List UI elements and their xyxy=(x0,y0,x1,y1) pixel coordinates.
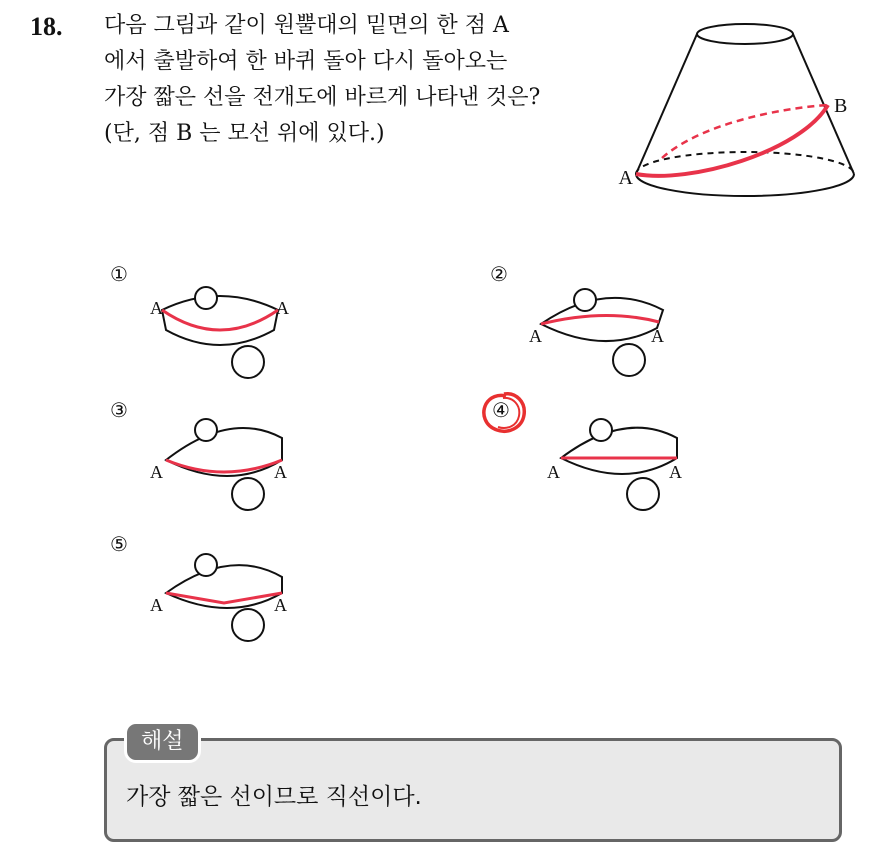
option-1-label-left: A xyxy=(150,298,163,318)
option-1-label-right: A xyxy=(276,298,289,318)
option-1-number: ① xyxy=(110,262,128,286)
option-4-number: ④ xyxy=(492,398,510,422)
question-text xyxy=(104,8,624,152)
option-3-net[interactable] xyxy=(150,410,310,520)
question-line: 가장 짧은 선을 전개도에 바르게 나타낸 것은? xyxy=(104,85,541,110)
option-2-net[interactable] xyxy=(525,280,685,385)
question-line: 다음 그림과 같이 원뿔대의 밑면의 한 점 A xyxy=(104,13,509,38)
figure-label-b: B xyxy=(834,95,848,117)
frustum-figure xyxy=(618,12,860,202)
option-4-label-right: A xyxy=(669,462,682,482)
question-line: (단, 점 B 는 모선 위에 있다.) xyxy=(104,121,385,146)
option-2-label-left: A xyxy=(529,326,542,346)
option-3-number: ③ xyxy=(110,398,128,422)
question-line: 에서 출발하여 한 바퀴 돌아 다시 돌아오는 xyxy=(104,49,508,74)
frustum-top-ellipse xyxy=(697,24,793,44)
option-2-number: ② xyxy=(490,262,508,286)
option-4-label-left: A xyxy=(547,462,560,482)
option-5-label-left: A xyxy=(150,595,163,615)
option-5-net[interactable] xyxy=(150,545,310,655)
option-1-net[interactable] xyxy=(140,280,300,385)
figure-label-a: A xyxy=(618,167,633,189)
option-2-path xyxy=(541,315,659,324)
solution-tab: 해설 xyxy=(124,721,201,763)
solution-text: 가장 짧은 선이므로 직선이다. xyxy=(126,784,422,810)
question-number: 18. xyxy=(30,12,63,41)
path-front-solid xyxy=(636,105,828,176)
option-3-label-left: A xyxy=(150,462,163,482)
option-4-net[interactable] xyxy=(545,410,705,520)
frustum-base-back xyxy=(636,152,854,174)
option-5-label-right: A xyxy=(274,595,287,615)
option-5-number: ⑤ xyxy=(110,532,128,556)
option-2-label-right: A xyxy=(651,326,664,346)
option-3-path xyxy=(166,460,282,472)
option-1-path xyxy=(162,310,278,330)
option-3-label-right: A xyxy=(274,462,287,482)
